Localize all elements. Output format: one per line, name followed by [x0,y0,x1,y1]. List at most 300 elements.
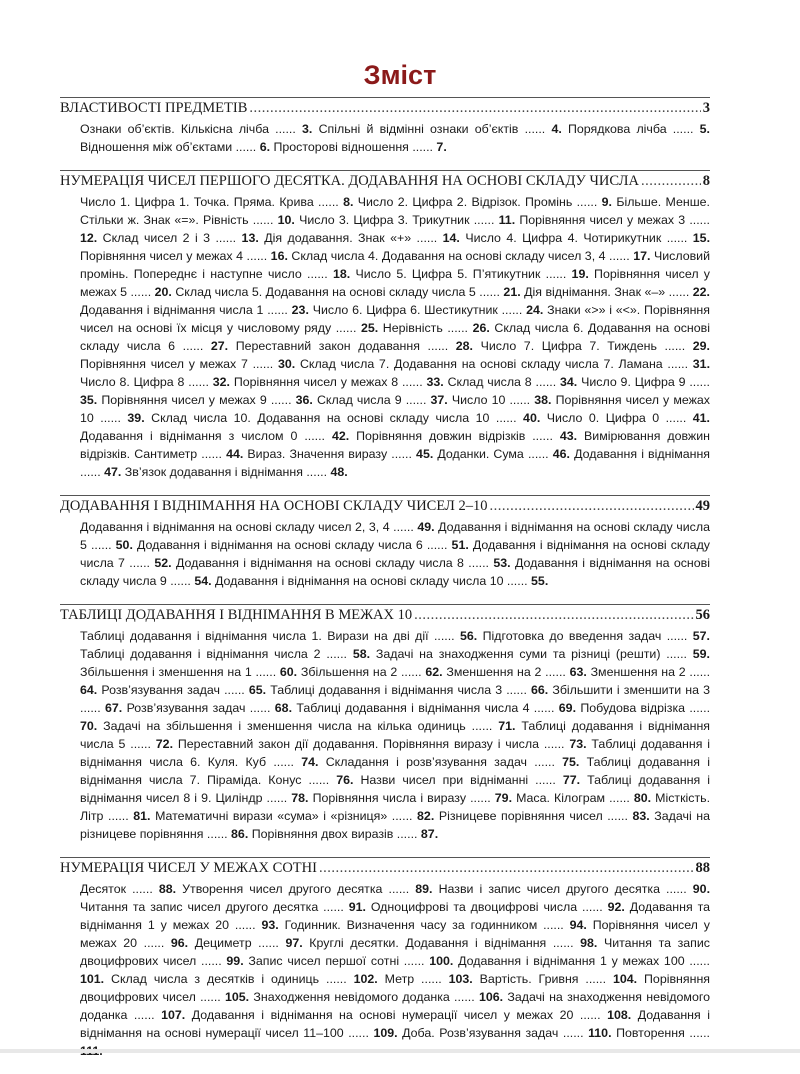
toc-entry[interactable] [452,393,552,407]
entry-page-number: 89. [415,882,433,896]
entry-title: Місткість. Літр ...... [80,791,711,823]
toc-entry[interactable] [301,665,443,679]
toc-entry[interactable] [439,809,650,823]
entry-title: Збільшити і зменшити на 3 ...... [80,683,710,715]
entry-title: Вартість. Гривня ...... [479,972,613,986]
entry-title: Задачі на знаходження невідомого доданка ...... [80,990,710,1022]
entry-page-number: 33. [426,375,444,389]
toc-entry[interactable] [111,972,378,986]
section-heading[interactable] [60,606,710,624]
section-page-number: 88 [695,860,710,876]
entry-title: Читання та запис двоцифрових чисел ...... [80,936,710,968]
entry-title: Назви чисел при відніманні ...... [360,773,563,787]
toc-entry[interactable] [264,231,460,245]
entry-title: Число 9. Цифра 9 ...... [581,375,710,389]
entry-page-number: 20. [154,285,172,299]
entry-title: Переставний закон дії додавання. Порівняння виразу і числа ...... [177,737,570,751]
entry-title: Запис чисел першої сотні ...... [248,954,430,968]
entry-title: Додавання і віднімання на основі складу чисел 2, 3, 4 ...... [80,520,418,534]
entry-page-number: 74. [301,755,319,769]
entry-title: Назви і запис чисел другого десятка ...... [438,882,693,896]
entry-title: Число 6. Цифра 6. Шестикутник ...... [312,303,527,317]
toc-entry[interactable] [137,538,469,552]
entry-page-number: 29. [692,339,710,353]
toc-entry[interactable] [300,357,710,371]
entry-page-number: 39. [127,411,145,425]
entry-title: Число 7. Цифра 7. Тиждень ...... [480,339,693,353]
entry-title: Порівняння чисел у межах 8 ...... [233,375,427,389]
entry-page-number: 19. [571,267,589,281]
toc-entry[interactable] [175,285,520,299]
toc-entry[interactable] [439,882,710,896]
entry-page-number: 18. [332,267,351,281]
entry-page-number: 66. [531,683,549,697]
toc-entry[interactable] [215,574,548,588]
toc-entry[interactable] [516,791,651,805]
entry-title: Порівняння чисел у межах 3 ...... [519,213,710,227]
entry-title: Ознаки об’єктів. Кількісна лічба ...... [80,122,303,136]
toc-entry[interactable] [317,393,448,407]
entry-page-number: 79. [494,791,513,805]
entry-title: Склад числа 8 ...... [447,375,560,389]
entry-page-number: 42. [331,429,350,443]
toc-section [60,604,710,843]
entry-title: Склад числа 9 ...... [316,393,431,407]
entry-page-number: 16. [270,249,288,263]
entry-title: Читання та запис чисел другого десятка ...... [80,900,349,914]
entry-page-number: 11. [498,213,516,227]
toc-entry[interactable] [151,411,540,425]
entry-title: Зв’язок додавання і віднімання ...... [124,465,331,479]
section-heading[interactable] [60,859,710,877]
entry-title: Число 5. Цифра 5. П’ятикутник ...... [355,267,572,281]
toc-entry[interactable] [448,375,578,389]
entry-page-number: 43. [559,429,578,443]
toc-entry[interactable] [481,339,710,353]
entry-page-number: 101. [80,972,105,986]
entry-page-number: 56. [460,629,478,643]
entry-page-number: 30. [277,357,296,371]
entry-title: Метр ...... [384,972,449,986]
entry-page-number: 62. [425,665,443,679]
entry-page-number: 41. [692,411,710,425]
toc-entry[interactable] [465,231,710,245]
entry-page-number: 54. [194,574,212,588]
entry-title: Зменшення на 2 ...... [590,665,711,679]
entry-title: Доданки. Сума ...... [437,447,553,461]
entry-title: Порівняння чисел у межах 9 ...... [101,393,296,407]
toc-entry[interactable] [178,737,587,751]
entry-page-number: 102. [353,972,378,986]
dot-leader [414,606,693,624]
entry-page-number: 94. [569,918,587,932]
toc-entry[interactable] [80,375,230,389]
entry-page-number: 23. [291,303,309,317]
entry-page-number: 48. [330,465,348,479]
entry-title: Вимірювання довжин відрізків. Сантиметр ...... [80,429,710,461]
entry-title: Утворення чисел другого десятка ...... [182,882,416,896]
entry-page-number: 4. [551,122,562,136]
entry-page-number: 99. [226,954,244,968]
toc-entry[interactable] [80,140,270,154]
entry-page-number: 13. [241,231,259,245]
entry-title: Збільшення на 2 ...... [300,665,426,679]
entry-page-number: 52. [154,556,172,570]
entry-title: Додавання і віднімання на основі нумерації чисел у межах 20 ...... [191,1008,608,1022]
entry-title: Таблиці додавання і віднімання числа 2 ...... [80,647,353,661]
section-title: ВЛАСТИВОСТІ ПРЕДМЕТІВ [60,100,248,116]
entry-title: Розв’язування задач ...... [101,683,249,697]
toc-entry[interactable] [253,990,503,1004]
toc-entry[interactable] [80,429,349,443]
entry-page-number: 21. [503,285,521,299]
entry-page-number: 37. [430,393,448,407]
entry-title: Склад числа 10. Додавання на основі складу числа 10 ...... [151,411,524,425]
toc-entry[interactable] [524,285,710,299]
toc-entry[interactable] [80,629,477,643]
toc-entry[interactable] [80,520,435,534]
entry-title: Просторові відношення ...... [273,140,437,154]
toc-entry[interactable] [309,936,597,950]
entry-page-number: 47. [104,465,122,479]
entry-title: Маса. Кілограм ...... [516,791,634,805]
entry-page-number: 8. [343,195,354,209]
entry-title: Знаходження невідомого доданка ...... [253,990,479,1004]
toc-entry[interactable] [155,809,434,823]
entry-title: Задачі на знаходження суми та різниці (решти) ...... [375,647,693,661]
section-title: ТАБЛИЦІ ДОДАВАННЯ І ВІДНІМАННЯ В МЕЖАХ 10 [60,607,413,623]
entry-page-number: 57. [692,629,710,643]
entry-title: Таблиці додавання і віднімання числа 6. Куля. Куб ...... [80,737,711,769]
toc-section [60,495,710,590]
entry-page-number: 86. [231,827,249,841]
entry-page-number: 55. [531,574,549,588]
entry-page-number: 7. [436,140,447,154]
entry-title: Вираз. Значення виразу ...... [247,447,417,461]
entry-page-number: 64. [80,683,98,697]
toc-entry[interactable] [319,122,562,136]
entry-title: Порівняння довжин відрізків ...... [356,429,560,443]
toc-entry[interactable] [80,249,288,263]
entry-title: Десяток ...... [80,882,159,896]
toc-entry[interactable] [195,936,303,950]
entry-page-number: 17. [633,249,651,263]
entry-page-number: 107. [161,1008,186,1022]
toc-entry[interactable] [103,719,515,733]
entry-page-number: 80. [633,791,652,805]
toc-entry[interactable] [252,827,438,841]
section-entries [80,518,710,590]
entry-title: Спільні й відмінні ознаки об’єктів ...... [318,122,552,136]
entry-title: Круглі десятки. Додавання і віднімання ...... [309,936,581,950]
entry-title: Порядкова лічба ...... [567,122,700,136]
page-title: Зміст [363,60,437,90]
entry-title: Таблиці додавання і віднімання числа 1. Вирази на дві дії ...... [80,629,460,643]
entry-page-number: 32. [212,375,230,389]
entry-page-number: 82. [417,809,435,823]
entry-page-number: 109. [373,1026,398,1040]
toc-entry[interactable] [360,773,580,787]
entry-page-number: 75. [562,755,580,769]
toc-section [60,170,710,481]
entry-page-number: 68. [274,701,293,715]
entry-title: Порівняння чисел у межах 10 ...... [80,393,710,425]
entry-page-number: 110. [588,1026,612,1040]
toc-entry[interactable] [270,683,548,697]
entry-page-number: 50. [115,538,133,552]
entry-page-number: 65. [248,683,267,697]
toc-entry[interactable] [101,683,266,697]
entry-title: Доба. Розв’язування задач ...... [402,1026,589,1040]
entry-page-number: 38. [534,393,552,407]
toc-entry[interactable] [356,429,577,443]
entry-page-number: 27. [210,339,229,353]
entry-page-number: 87. [420,827,439,841]
entry-title: Додавання і віднімання з числом 0 ...... [80,429,332,443]
toc-entry[interactable] [248,954,453,968]
entry-title: Склад чисел 2 і 3 ...... [102,231,242,245]
toc-entry[interactable] [437,447,570,461]
toc-entry[interactable] [234,375,444,389]
entry-title: Склад числа 6. Додавання на основі складу числа 6 ...... [80,321,710,353]
entry-title: Переставний закон додавання ...... [235,339,456,353]
toc-entry[interactable] [296,701,576,715]
entry-page-number: 3. [302,122,313,136]
dot-leader [319,859,694,877]
section-page-number: 3 [702,100,710,116]
entry-title: Порівняння чисел у межах 7 ...... [80,357,278,371]
toc-entry[interactable] [80,665,297,679]
entry-title: Число 10 ...... [451,393,535,407]
entry-page-number: 96. [170,936,189,950]
entry-title: Додавання і віднімання на основі складу числа 8 ...... [175,556,494,570]
entry-page-number: 53. [493,556,511,570]
toc-entry[interactable] [101,393,313,407]
entry-page-number: 90. [692,882,711,896]
entry-page-number: 76. [336,773,354,787]
entry-title: Додавання і віднімання числа 1 ...... [80,303,292,317]
entry-title: Число 3. Цифра 3. Трикутник ...... [299,213,499,227]
section-page-number: 8 [702,173,710,189]
entry-title: Таблиці додавання і віднімання чисел 8 і 9. Циліндр ...... [80,773,711,805]
dot-leader [641,172,701,190]
toc-entry[interactable] [483,629,710,643]
section-page-number: 56 [695,607,710,623]
entry-title: Додавання і віднімання ...... [80,447,711,479]
entry-title: Повторення ...... [616,1026,710,1040]
entry-title: Годинник. Визначення часу за годинником ...... [284,918,570,932]
entry-title: Склад числа 5. Додавання на основі складу числа 5 ...... [175,285,504,299]
toc-entry[interactable] [547,411,710,425]
toc-entry[interactable] [80,882,176,896]
entry-title: Число 1. Цифра 1. Точка. Пряма. Крива ...... [80,195,344,209]
section-entries [80,627,710,843]
entry-page-number: 24. [526,303,544,317]
entry-page-number: 22. [692,285,710,299]
entry-page-number: 46. [552,447,570,461]
toc-entry[interactable] [376,647,710,661]
entry-page-number: 15. [692,231,711,245]
entry-page-number: 78. [291,791,309,805]
entry-page-number: 104. [612,972,638,986]
toc-entry[interactable] [125,465,348,479]
toc-entry[interactable] [371,900,625,914]
toc-entry[interactable] [80,195,353,209]
entry-title: Додавання та віднімання 1 у межах 20 ...... [80,900,710,932]
section-heading[interactable] [60,172,710,190]
entry-title: Знаки «>» і «<». Порівняння чисел на основі їх місця у числовому ряду ...... [80,303,710,335]
toc-entry[interactable] [326,755,580,769]
entry-page-number: 6. [259,140,271,154]
toc-entry[interactable] [103,231,259,245]
section-page-number: 49 [695,498,710,514]
toc-entry[interactable] [182,882,432,896]
toc-entry[interactable] [383,321,490,335]
entry-page-number: 34. [560,375,578,389]
entry-title: Таблиці додавання і віднімання числа 7. Піраміда. Конус ...... [80,755,710,787]
entry-page-number: 93. [261,918,279,932]
entry-page-number: 81. [133,809,151,823]
entry-title: Задачі на збільшення і зменшення числа на кілька одиниць ...... [103,719,499,733]
entry-page-number: 72. [155,737,174,751]
entry-page-number: 100. [429,954,454,968]
entry-page-number: 44. [226,447,244,461]
section-title: НУМЕРАЦІЯ ЧИСЕЛ У МЕЖАХ СОТНІ [60,860,317,876]
toc-entry[interactable] [80,122,312,136]
toc-entry[interactable] [358,195,612,209]
entry-title: Додавання і віднімання на основі нумерації чисел 11–100 ...... [80,1008,711,1040]
entry-page-number: 14. [442,231,460,245]
entry-title: Склад числа 7. Додавання на основі складу числа 7. Ламана ...... [299,357,693,371]
toc-entry[interactable] [446,665,586,679]
entry-page-number: 35. [80,393,98,407]
entry-page-number: 12. [80,231,98,245]
table-of-contents [60,97,710,1074]
entry-page-number: 51. [451,538,469,552]
section-heading[interactable] [60,99,710,117]
entry-title: Таблиці додавання і віднімання числа 4 ...... [296,701,559,715]
toc-entry[interactable] [355,267,588,281]
entry-title: Розв’язування задач ...... [126,701,275,715]
entry-page-number: 92. [607,900,625,914]
entry-page-number: 108. [607,1008,632,1022]
entry-title: Додавання і віднімання на основі складу числа 9 ...... [80,556,710,588]
entry-title: Додавання і віднімання 1 у межах 100 ...... [458,954,710,968]
page-bottom-edge [0,1049,800,1053]
entry-page-number: 71. [498,719,516,733]
toc-entry[interactable] [127,701,292,715]
entry-title: Різницеве порівняння чисел ...... [438,809,633,823]
toc-entry[interactable] [236,339,473,353]
entry-title: Порівняння чисел у межах 4 ...... [80,249,271,263]
entry-title: Одноцифрові та двоцифрові числа ...... [370,900,608,914]
entry-title: Склад числа 4. Додавання на основі складу чисел 3, 4 ...... [291,249,634,263]
entry-title: Число 8. Цифра 8 ...... [80,375,213,389]
entry-page-number: 106. [478,990,504,1004]
entry-title: Відношення між об’єктами ...... [80,140,260,154]
entry-page-number: 98. [580,936,598,950]
toc-entry[interactable] [313,303,544,317]
entry-page-number: 69. [558,701,577,715]
toc-entry[interactable] [402,1026,611,1040]
toc-entry[interactable] [313,791,512,805]
section-heading[interactable] [60,497,710,515]
toc-entry[interactable] [247,447,433,461]
entry-page-number: 10. [277,213,295,227]
entry-page-number: 49. [417,520,435,534]
entry-title: Дія додавання. Знак «+» ...... [264,231,443,245]
entry-title: Математичні вирази «сума» і «різниця» ...... [155,809,418,823]
dot-leader [489,497,693,515]
entry-title: Більше. Менше. Стільки ж. Знак «=». Рівність ...... [80,195,710,227]
entry-title: Збільшення і зменшення на 1 ...... [80,665,280,679]
section-entries [80,880,710,1060]
entry-title: Порівняння двох виразів ...... [251,827,421,841]
toc-entry[interactable] [299,213,515,227]
entry-title: Число 2. Цифра 2. Відрізок. Промінь ...... [357,195,602,209]
toc-entry[interactable] [192,1008,631,1022]
entry-title: Дециметр ...... [194,936,286,950]
entry-page-number: 63. [569,665,587,679]
toc-entry[interactable] [80,900,366,914]
entry-title: Порівняння числа і виразу ...... [312,791,495,805]
section-title: НУМЕРАЦІЯ ЧИСЕЛ ПЕРШОГО ДЕСЯТКА. ДОДАВАННЯ НА ОСНОВІ СКЛАДУ ЧИСЛА [60,173,639,189]
section-entries [80,120,710,156]
entry-title: Дія віднімання. Знак «–» ...... [524,285,693,299]
entry-title: Додавання і віднімання на основі складу числа 6 ...... [136,538,452,552]
toc-entry[interactable] [480,972,637,986]
entry-title: Таблиці додавання і віднімання числа 5 ...... [80,719,710,751]
toc-entry[interactable] [285,918,587,932]
entry-page-number: 77. [562,773,581,787]
entry-page-number: 103. [448,972,473,986]
toc-entry[interactable] [273,140,446,154]
entry-page-number: 31. [692,357,711,371]
section-title: ДОДАВАННЯ І ВІДНІМАННЯ НА ОСНОВІ СКЛАДУ ЧИСЕЛ 2–10 [60,498,488,514]
section-entries [80,193,710,481]
entry-title: Числовий промінь. Попереднє і наступне число ...... [80,249,711,281]
toc-entry[interactable] [385,972,473,986]
entry-title: Число 0. Цифра 0 ...... [546,411,693,425]
entry-page-number: 73. [569,737,587,751]
toc-entry[interactable] [291,249,650,263]
entry-page-number: 83. [632,809,650,823]
entry-page-number: 45. [416,447,434,461]
entry-page-number: 58. [352,647,371,661]
entry-page-number: 67. [105,701,123,715]
entry-page-number: 25. [360,321,379,335]
entry-page-number: 9. [601,195,612,209]
entry-page-number: 59. [692,647,710,661]
entry-title: Порівняння чисел у межах 20 ...... [80,918,710,950]
entry-page-number: 91. [348,900,366,914]
toc-entry[interactable] [80,357,295,371]
toc-entry[interactable] [80,647,370,661]
entry-page-number: 105. [225,990,250,1004]
entry-title: Порівняння чисел у межах 5 ...... [80,267,710,299]
entry-page-number: 36. [295,393,313,407]
entry-page-number: 97. [285,936,303,950]
toc-entry[interactable] [80,303,309,317]
entry-title: Нерівність ...... [382,321,473,335]
entry-page-number: 28. [455,339,473,353]
toc-entry[interactable] [176,556,511,570]
entry-page-number: 60. [279,665,298,679]
toc-entry[interactable] [568,122,710,136]
entry-page-number: 70. [80,719,98,733]
entry-page-number: 40. [523,411,541,425]
entry-title: Склад числа з десятків і одиниць ...... [111,972,354,986]
